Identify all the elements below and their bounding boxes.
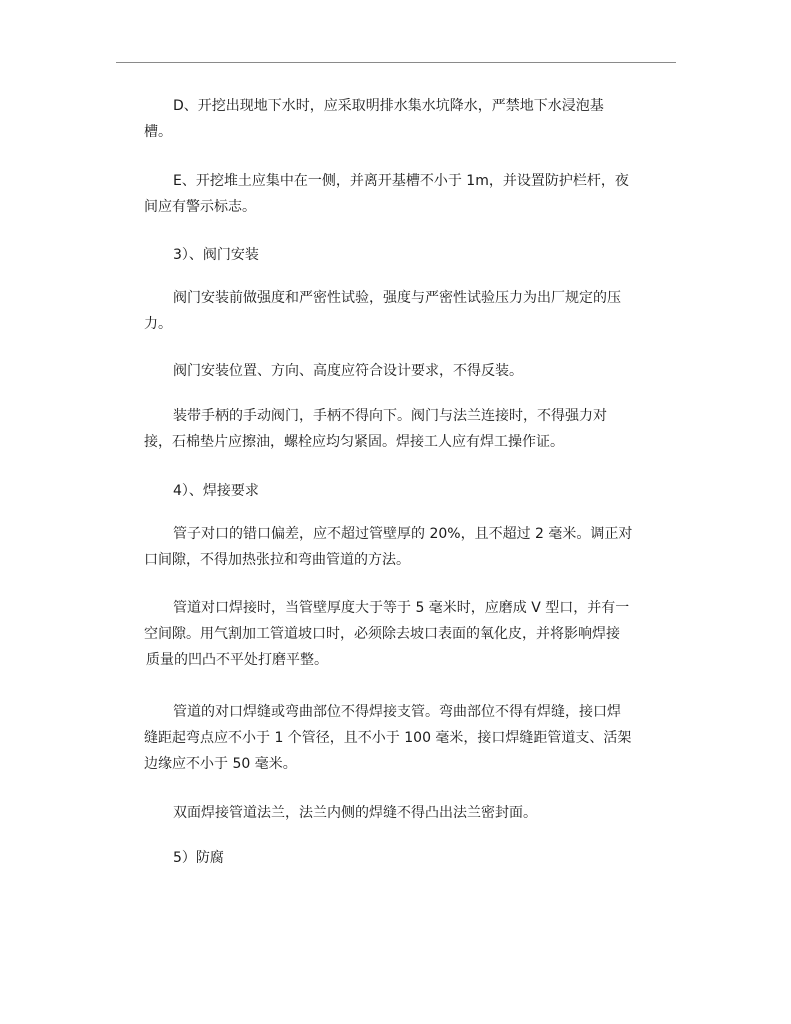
paragraph-line: 缝距起弯点应不小于 1 个管径，且不小于 100 毫米，接口焊缝距管道支、活架 bbox=[144, 730, 632, 746]
paragraph-valve-testing bbox=[0, 285, 791, 337]
paragraph-valve-handle bbox=[0, 403, 791, 455]
paragraph-butt-weld bbox=[0, 595, 791, 673]
paragraph-line: 质量的凹凸不平处打磨平整。 bbox=[146, 652, 328, 668]
paragraph-misalignment bbox=[0, 521, 791, 573]
paragraph-line: 空间隙。用气割加工管道坡口时，必须除去坡口表面的氧化皮，并将影响焊接 bbox=[144, 626, 620, 642]
paragraph-flange bbox=[0, 800, 791, 826]
section-heading-valve-installation bbox=[0, 242, 791, 268]
paragraph-line: 间应有警示标志。 bbox=[144, 199, 256, 215]
paragraph-line: 口间隙，不得加热张拉和弯曲管道的方法。 bbox=[144, 552, 410, 568]
paragraph-line: 管道的对口焊缝或弯曲部位不得焊接支管。弯曲部位不得有焊缝，接口焊 bbox=[173, 704, 621, 720]
paragraph-line: 阀门安装位置、方向、高度应符合设计要求，不得反装。 bbox=[173, 363, 523, 379]
paragraph-line: 接，石棉垫片应擦油，螺栓应均匀紧固。焊接工人应有焊工操作证。 bbox=[144, 434, 564, 450]
section-heading: 4）、焊接要求 bbox=[173, 483, 259, 499]
paragraph-line: 阀门安装前做强度和严密性试验，强度与严密性试验压力为出厂规定的压 bbox=[173, 290, 621, 306]
paragraph-line: 槽。 bbox=[144, 124, 172, 140]
paragraph-spoil-pile bbox=[0, 168, 791, 220]
section-heading-anticorrosion bbox=[0, 845, 791, 871]
paragraph-line: E、开挖堆土应集中在一侧，并离开基槽不小于 1m，并设置防护栏杆，夜 bbox=[173, 173, 629, 189]
section-heading: 3）、阀门安装 bbox=[173, 247, 259, 263]
section-heading: 5）防腐 bbox=[173, 850, 224, 866]
section-heading-welding bbox=[0, 478, 791, 504]
paragraph-line: 管子对口的错口偏差，应不超过管壁厚的 20%，且不超过 2 毫米。调正对 bbox=[173, 526, 633, 542]
paragraph-line: 边缘应不小于 50 毫米。 bbox=[144, 756, 297, 772]
paragraph-line: 力。 bbox=[144, 316, 172, 332]
paragraph-line: 管道对口焊接时，当管壁厚度大于等于 5 毫米时，应磨成 V 型口，并有一 bbox=[173, 600, 630, 616]
header-rule bbox=[116, 62, 676, 63]
paragraph-valve-position bbox=[0, 358, 791, 384]
paragraph-dewatering bbox=[0, 93, 791, 145]
paragraph-branch-weld bbox=[0, 699, 791, 777]
paragraph-line: 双面焊接管道法兰，法兰内侧的焊缝不得凸出法兰密封面。 bbox=[173, 805, 537, 821]
paragraph-line: D、开挖出现地下水时，应采取明排水集水坑降水，严禁地下水浸泡基 bbox=[173, 98, 604, 114]
paragraph-line: 装带手柄的手动阀门，手柄不得向下。阀门与法兰连接时，不得强力对 bbox=[173, 408, 607, 424]
